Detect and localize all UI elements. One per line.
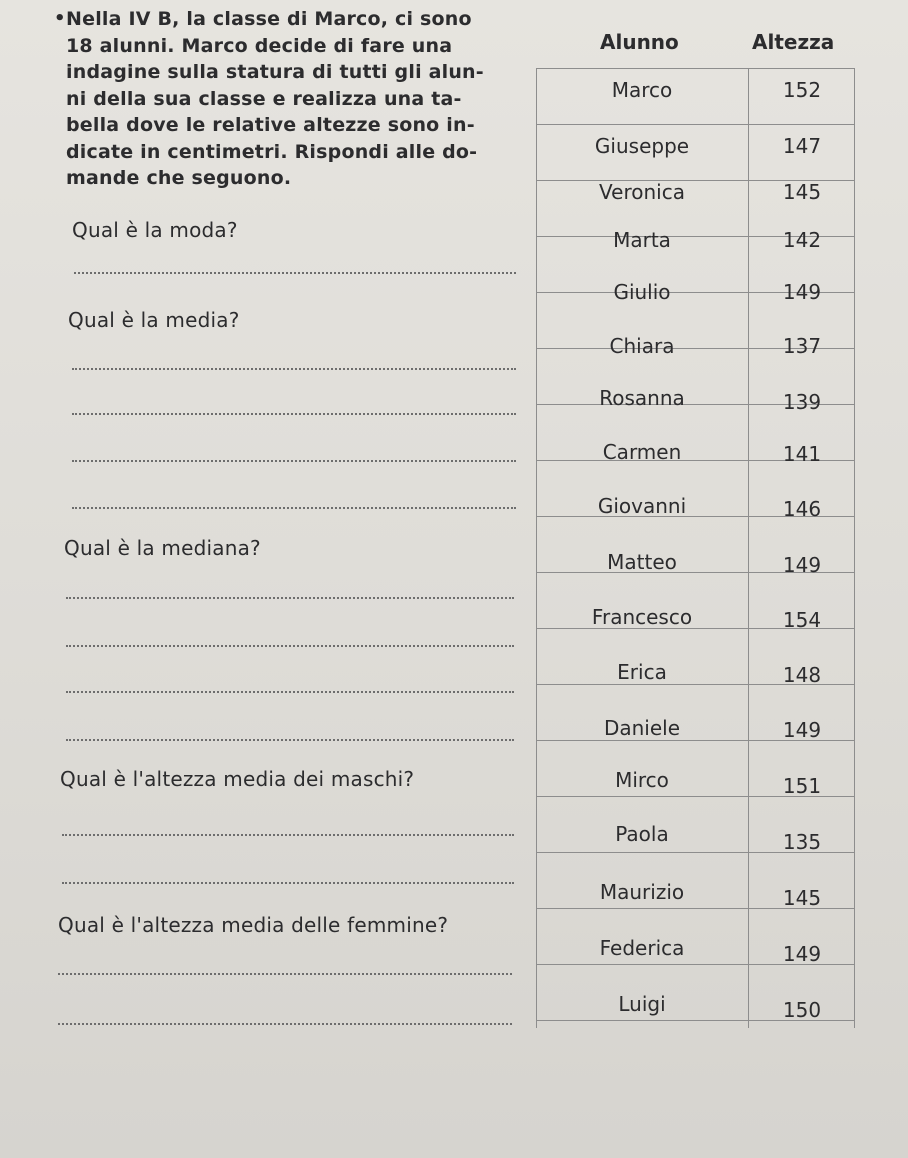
- table-left-border: [536, 68, 537, 1028]
- table-cell-height: 145: [782, 886, 822, 910]
- table-cell-name: Federica: [599, 936, 685, 960]
- table-cell-name: Francesco: [591, 605, 693, 629]
- table-cell-height: 152: [782, 78, 822, 102]
- table-cell-name: Giuseppe: [594, 134, 690, 158]
- question-media-femmine: Qual è l'altezza media delle femmine?: [58, 913, 449, 937]
- answer-line-media-4[interactable]: [72, 507, 516, 509]
- table-cell-name: Giulio: [613, 280, 671, 304]
- answer-line-media-2[interactable]: [72, 413, 516, 415]
- intro-line: mande che seguono.: [66, 167, 292, 189]
- table-cell-height: 148: [782, 663, 822, 687]
- question-media-maschi: Qual è l'altezza media dei maschi?: [60, 767, 415, 791]
- question-mediana: Qual è la mediana?: [64, 536, 261, 560]
- answer-line-femmine-1[interactable]: [58, 973, 512, 975]
- table-cell-name: Marco: [611, 78, 673, 102]
- table-cell-height: 150: [782, 998, 822, 1022]
- table-cell-name: Luigi: [618, 992, 666, 1016]
- answer-line-maschi-2[interactable]: [62, 882, 514, 884]
- table-cell-height: 139: [782, 390, 822, 414]
- table-cell-name: Paola: [615, 822, 669, 846]
- answer-line-mediana-3[interactable]: [66, 691, 514, 693]
- table-cell-name: Veronica: [599, 180, 685, 204]
- table-column-divider: [748, 68, 749, 1028]
- table-cell-height: 145: [782, 180, 822, 204]
- intro-line: dicate in centimetri. Rispondi alle do-: [66, 140, 478, 163]
- table-row-divider: [536, 124, 854, 125]
- intro-line: bella dove le relative altezze sono in-: [66, 114, 475, 136]
- answer-line-media-1[interactable]: [72, 368, 516, 370]
- table-cell-name: Daniele: [603, 716, 681, 740]
- table-cell-height: 149: [782, 280, 822, 304]
- table-cell-height: 149: [782, 553, 822, 577]
- answer-line-maschi-1[interactable]: [62, 834, 514, 836]
- table-cell-height: 142: [782, 228, 822, 252]
- answer-line-mediana-1[interactable]: [66, 597, 514, 599]
- table-cell-name: Carmen: [602, 440, 682, 464]
- table-cell-height: 147: [782, 134, 822, 158]
- table-cell-height: 151: [782, 774, 822, 798]
- answer-line-media-3[interactable]: [72, 460, 516, 462]
- table-cell-name: Chiara: [609, 334, 675, 358]
- answer-line-femmine-2[interactable]: [58, 1023, 512, 1025]
- intro-paragraph: [54, 6, 526, 192]
- intro-line: indagine sulla statura di tutti gli alun-: [66, 61, 484, 83]
- table-cell-name: Marta: [613, 228, 671, 252]
- table-cell-height: 149: [782, 942, 822, 966]
- table-cell-height: 149: [782, 718, 822, 742]
- intro-line: 18 alunni. Marco decide di fare una: [66, 34, 453, 57]
- table-cell-name: Giovanni: [597, 494, 687, 518]
- question-moda: Qual è la moda?: [72, 218, 238, 242]
- question-media: Qual è la media?: [68, 308, 240, 332]
- table-cell-height: 135: [782, 830, 822, 854]
- table-row-divider: [536, 68, 854, 69]
- table-cell-height: 154: [782, 608, 822, 632]
- table-cell-name: Maurizio: [599, 880, 685, 904]
- answer-line-moda-1[interactable]: [74, 272, 516, 274]
- table-cell-height: 146: [782, 497, 822, 521]
- table-cell-name: Rosanna: [599, 386, 685, 410]
- bullet-icon: •: [54, 8, 66, 29]
- table-cell-height: 137: [782, 334, 822, 358]
- answer-line-mediana-2[interactable]: [66, 645, 514, 647]
- intro-line: Nella IV B, la classe di Marco, ci sono: [66, 8, 472, 30]
- table-cell-height: 141: [782, 442, 822, 466]
- table-cell-name: Mirco: [615, 768, 669, 792]
- table-right-border: [854, 68, 855, 1028]
- table-cell-name: Matteo: [607, 550, 677, 574]
- table-header-alunno: Alunno: [600, 30, 679, 54]
- table-header-altezza: Altezza: [752, 30, 835, 54]
- answer-line-mediana-4[interactable]: [66, 739, 514, 741]
- intro-line: ni della sua classe e realizza una ta-: [66, 87, 462, 110]
- table-cell-name: Erica: [617, 660, 667, 684]
